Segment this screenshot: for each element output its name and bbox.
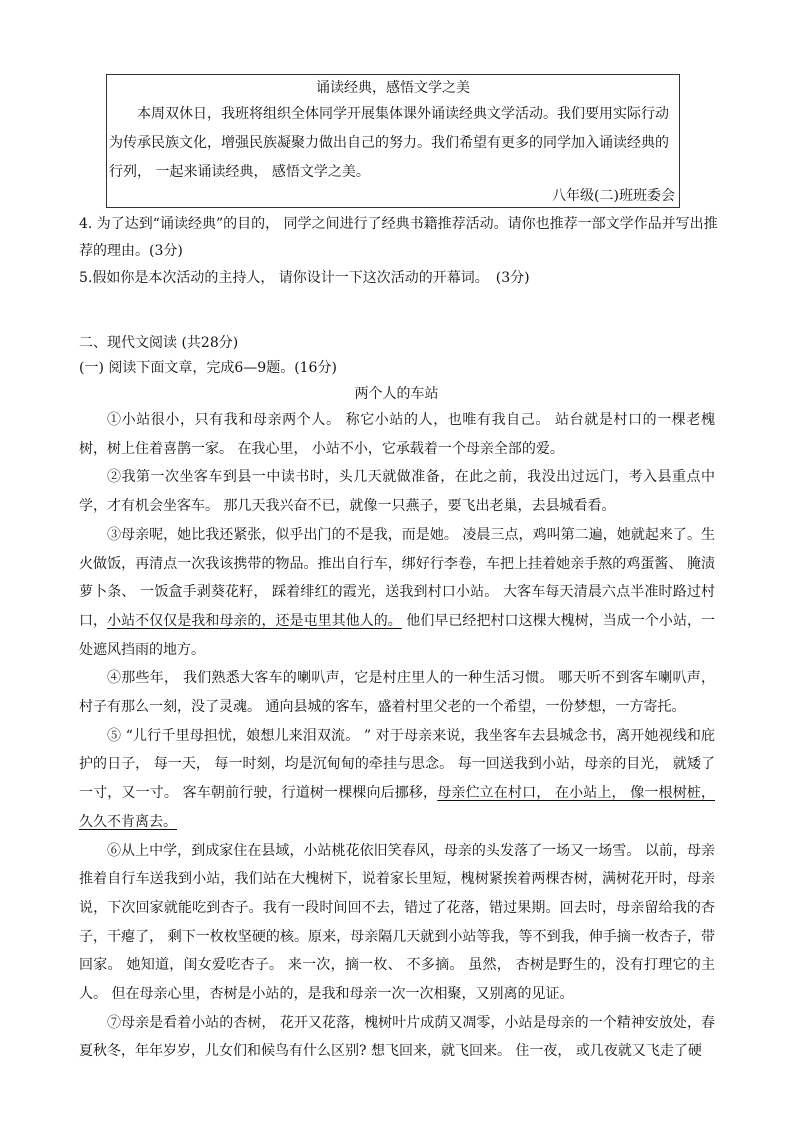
paragraph-6: ⑥从上中学，到成家住在县域，小站桃花依旧笑春风，母亲的头发落了一场又一场雪。 以前，母亲推着自行车送我到小站，我们站在大槐树下，说着家长里短，槐树紧挨着两棵杏树，满树花开时，母亲说，下次回家就能吃到杏子。我有一段时间回不去，错过了花落，错过果期。回去时，母亲留给我的杏子，干瘪了， 剩下一枚枚坚硬的核。原来，母亲隔几天就到小站等我，等不到我，伸手摘一枚杏子，带回家。 她知道，闺女爱吃杏子。 来一次，摘一枚、 不多摘。 虽然， 杏树是野生的，没有打理它的主人。 但在母亲心里，杏树是小站的，是我和母亲一次一次相聚，又别离的见证。 bbox=[79, 842, 715, 1003]
article-title: 两个人的车站 bbox=[354, 386, 439, 402]
paragraph-5-underlined: 母亲伫立在村口， 在小站上， 像一根树桩，久久不肯离去。 bbox=[79, 785, 715, 830]
notice-signature: 八年级(二)班班委会 bbox=[552, 188, 675, 204]
paragraph-7: ⑦母亲是看着小站的杏树， 花开又花落，槐树叶片成荫又凋零，小站是母亲的一个精神安放处，春夏秋冬，年年岁岁，儿女们和候鸟有什么区别? 想飞回来，就飞回来。 住一夜， 或几夜就又飞走了硬 bbox=[79, 1014, 715, 1060]
question-4: 4. 为了达到“诵读经典”的目的， 同学之间进行了经典书籍推荐活动。请你也推荐一部文学作品并写出推荐的理由。(3分) bbox=[79, 216, 718, 259]
section-heading: 二、现代文阅读 (共28分) bbox=[79, 335, 239, 351]
paragraph-4: ④那些年， 我们熟悉大客车的喇叭声，它是村庄里人的一种生活习惯。 哪天听不到客车喇叭声，村子有那么一刻，没了灵魂。 通向县城的客车，盛着村里父老的一个希望，一份梦想，一方寄托。 bbox=[79, 670, 715, 716]
paragraph-3-underlined: 小站不仅仅是我和母亲的，还是屯里其他人的。 bbox=[107, 612, 402, 629]
notice-title: 诵读经典，感悟文学之美 bbox=[316, 80, 470, 96]
paragraph-3-text-b: 他们早已经把村口这棵大槐树，当成一个小站，一处遮风挡雨的地方。 bbox=[79, 612, 716, 658]
paragraph-5 bbox=[79, 722, 715, 837]
notice-body: 本周双休日，我班将组织全体同学开展集体课外诵读经典文学活动。我们要用实际行动为传承民族文化，增强民族凝聚力做出自己的努力。我们希望有更多的同学加入诵读经典的行列， 一起来诵读经典， 感悟文学之美。 bbox=[109, 106, 669, 180]
paragraph-5-text-a: ⑤ “儿行千里母担忧，娘想儿来泪双流。 ” 对于母亲来说，我坐客车去县城念书，离开她视线和庇护的日子， 每一天， 每一时刻，均是沉甸甸的牵挂与思念。 每一回送我到小站，母亲的目光， 就矮了一寸，又一寸。 客车朝前行驶，行道树一棵棵向后挪移， bbox=[79, 727, 715, 802]
paragraph-3-text-a: ③母亲呢，她比我还紧张，似乎出门的不是我，而是她。 凌晨三点，鸡叫第二遍，她就起来了。生火做饭，再清点一次我该携带的物品。推出自行车，绑好行李卷，车把上挂着她亲手熬的鸡蛋酱、 腌渍萝卜条、 一饭盒手剥葵花籽， 踩着绯红的霞光，送我到村口小站。 大客车每天清晨六点半准时路过村口， bbox=[79, 526, 715, 629]
paragraph-2: ②我第一次坐客车到县一中读书时，头几天就做准备，在此之前，我没出过远门，考入县重点中学，才有机会坐客车。 那几天我兴奋不已，就像一只燕子，要飞出老巢，去县城看看。 bbox=[79, 469, 715, 515]
section-subheading: (一) 阅读下面文章，完成6—9题。(16分) bbox=[79, 360, 337, 376]
paragraph-1: ①小站很小，只有我和母亲两个人。 称它小站的人，也唯有我自己。 站台就是村口的一棵老槐树，树上住着喜鹊一家。 在我心里， 小站不小，它承载着一个母亲全部的爱。 bbox=[79, 412, 715, 457]
article-body bbox=[79, 406, 715, 1066]
paragraph-3 bbox=[79, 521, 715, 665]
question-5: 5.假如你是本次活动的主持人， 请你设计一下这次活动的开幕词。 (3分) bbox=[79, 270, 530, 286]
notice-box bbox=[106, 74, 680, 208]
